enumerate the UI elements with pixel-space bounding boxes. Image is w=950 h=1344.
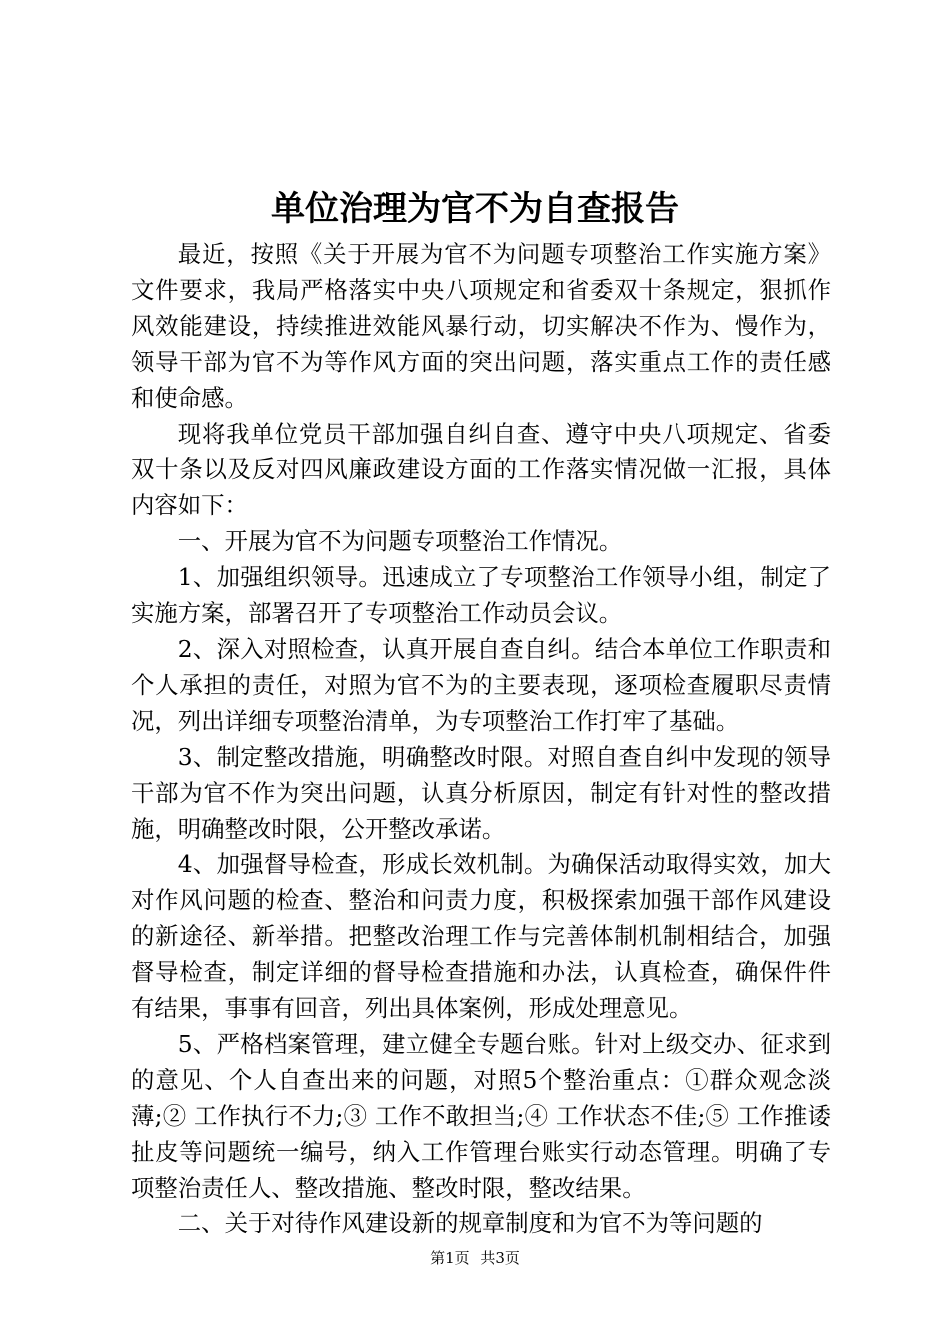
paragraph-item-2: 2、深入对照检查，认真开展自查自纠。结合本单位工作职责和个人承担的责任，对照为官不为的主要表现，逐项检查履职尽责情况，列出详细专项整治清单，为专项整治工作打牢了基础。 bbox=[131, 634, 831, 735]
paragraph-item-1: 1、加强组织领导。迅速成立了专项整治工作领导小组，制定了实施方案，部署召开了专项整治工作动员会议。 bbox=[131, 563, 831, 628]
section-heading-2: 二、关于对待作风建设新的规章制度和为官不为等问题的 bbox=[177, 1209, 763, 1238]
paragraph-intro: 最近，按照《关于开展为官不为问题专项整治工作实施方案》文件要求，我局严格落实中央八项规定和省委双十条规定，狠抓作风效能建设，持续推进效能风暴行动，切实解决不作为、慢作为，领导干部为官不为等作风方面的突出问题，落实重点工作的责任感和使命感。 bbox=[131, 240, 831, 412]
page-number-total: 共3页 bbox=[480, 1249, 520, 1267]
paragraph-item-3: 3、制定整改措施，明确整改时限。对照自查自纠中发现的领导干部为官不作为突出问题，认真分析原因，制定有针对性的整改措施，明确整改时限，公开整改承诺。 bbox=[131, 742, 831, 843]
paragraph-summary: 现将我单位党员干部加强自纠自查、遵守中央八项规定、省委双十条以及反对四风廉政建设方面的工作落实情况做一汇报，具体内容如下： bbox=[131, 419, 831, 520]
document-body bbox=[131, 237, 831, 1242]
document-title: 单位治理为官不为自查报告 bbox=[271, 189, 679, 229]
section-heading-1: 一、开展为官不为问题专项整治工作情况。 bbox=[177, 527, 623, 556]
paragraph-item-4: 4、加强督导检查，形成长效机制。为确保活动取得实效，加大对作风问题的检查、整治和问责力度，积极探索加强干部作风建设的新途径、新举措。把整改治理工作与完善体制机制相结合，加强督导检查，制定详细的督导检查措施和办法，认真检查，确保件件有结果，事事有回音，列出具体案例，形成处理意见。 bbox=[131, 850, 831, 1023]
page-number-current: 第1页 bbox=[430, 1249, 470, 1267]
paragraph-item-5: 5、严格档案管理，建立健全专题台账。针对上级交办、征求到的意见、个人自查出来的问题，对照5个整治重点：①群众观念淡薄;② 工作执行不力;③ 工作不敢担当;④ 工作状态不佳;⑤ 工作推诿扯皮等问题统一编号，纳入工作管理台账实行动态管理。明确了专项整治责任人、整改措施、整改时限，整改结果。 bbox=[131, 1029, 831, 1202]
page-footer bbox=[0, 1248, 950, 1268]
